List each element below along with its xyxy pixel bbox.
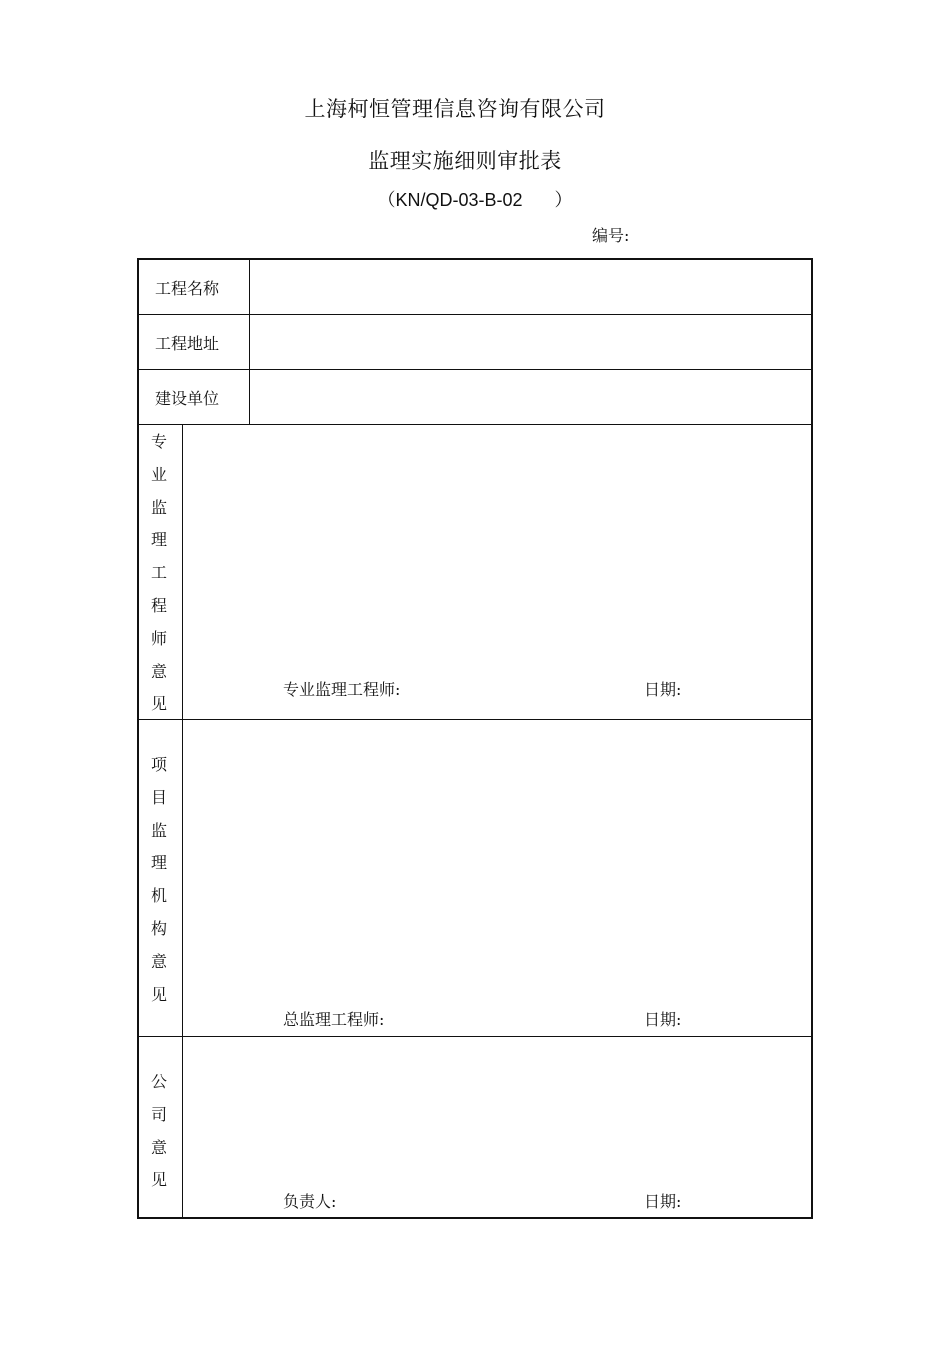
row-divider bbox=[139, 719, 811, 720]
form-title: 监理实施细则审批表 bbox=[368, 149, 562, 173]
form-code-close: ） bbox=[554, 190, 573, 211]
specialist-engineer-signature-label: 专业监理工程师: bbox=[283, 680, 401, 699]
company-name: 上海柯恒管理信息咨询有限公司 bbox=[304, 97, 606, 121]
construction-unit-field[interactable] bbox=[265, 386, 795, 408]
company-opinion-label: 公 司 意 见 bbox=[150, 1072, 167, 1190]
doc-number-label: 编号: bbox=[592, 226, 630, 245]
responsible-person-date-label: 日期: bbox=[644, 1192, 682, 1211]
specialist-engineer-opinion-label: 专 业 监 理 工 程 师 意 见 bbox=[150, 432, 167, 714]
form-code-value: KN/QD-03-B-02 bbox=[395, 190, 523, 210]
row-divider bbox=[139, 314, 811, 315]
approval-form-table bbox=[137, 258, 813, 1219]
row-divider bbox=[139, 424, 811, 425]
project-address-field[interactable] bbox=[265, 331, 795, 353]
column-divider bbox=[182, 425, 183, 1217]
form-code-open: （ bbox=[377, 190, 396, 211]
project-address-label: 工程地址 bbox=[155, 334, 220, 353]
row-divider bbox=[139, 1036, 811, 1037]
project-name-field[interactable] bbox=[265, 276, 795, 298]
specialist-engineer-date-label: 日期: bbox=[644, 680, 682, 699]
chief-engineer-signature-label: 总监理工程师: bbox=[283, 1010, 385, 1029]
construction-unit-label: 建设单位 bbox=[155, 389, 220, 408]
row-divider bbox=[139, 369, 811, 370]
project-supervision-opinion-label: 项 目 监 理 机 构 意 见 bbox=[150, 755, 167, 1004]
chief-engineer-date-label: 日期: bbox=[644, 1010, 682, 1029]
project-name-label: 工程名称 bbox=[155, 279, 220, 298]
form-code bbox=[0, 186, 950, 212]
column-divider bbox=[249, 260, 250, 425]
responsible-person-signature-label: 负责人: bbox=[283, 1192, 337, 1211]
